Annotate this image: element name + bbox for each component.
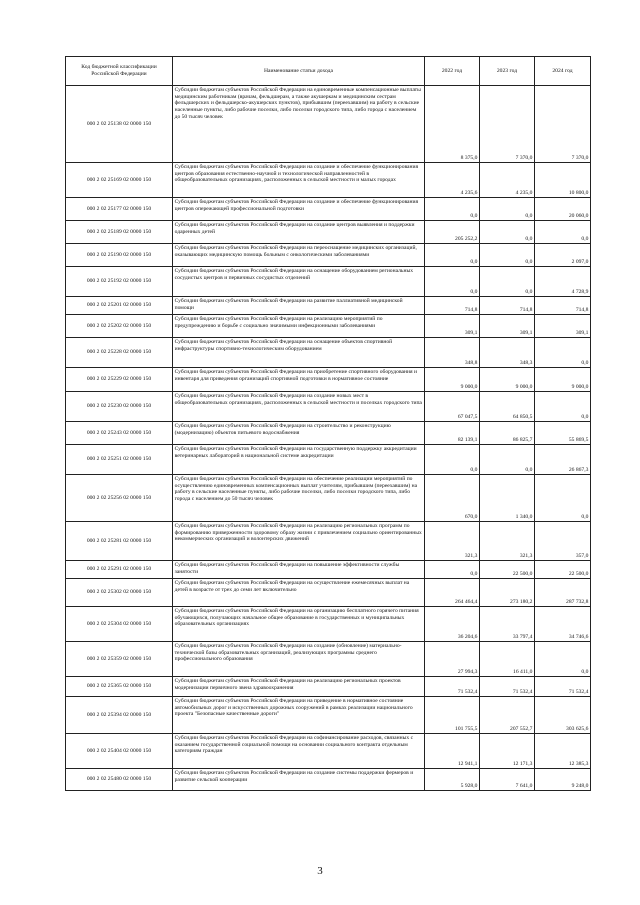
table-row bbox=[66, 368, 591, 392]
table-row bbox=[66, 198, 591, 221]
table-row bbox=[66, 315, 591, 338]
budget-code-cell: 000 2 02 25243 02 0000 150 bbox=[66, 422, 173, 445]
income-name-cell: Субсидии бюджетам субъектов Российской Федерации на реализацию региональных проектов модернизации первичного звена здравоохранения bbox=[173, 677, 425, 697]
income-name-cell: Субсидии бюджетам субъектов Российской Федерации на создание и обеспечение функционирования центров образования естественно-научной и технологической направленностей в общеобразовательных организациях, расположенных в сельской местности и малых городах bbox=[173, 163, 425, 198]
income-name-cell: Субсидии бюджетам субъектов Российской Федерации на создание центров выявления и поддержки одаренных детей bbox=[173, 221, 425, 244]
value-2023-cell: 309,1 bbox=[480, 315, 535, 338]
income-name-cell: Субсидии бюджетам субъектов Российской Федерации на создание (обновление) материально-технической базы образовательных организаций, реализующих программы среднего профессионального образования bbox=[173, 642, 425, 677]
value-2024-cell: 34 746,6 bbox=[535, 607, 591, 642]
page-number: 3 bbox=[317, 865, 323, 877]
value-2022-cell: 0,0 bbox=[425, 445, 480, 475]
table-header-row bbox=[66, 57, 591, 86]
value-2024-cell: 20 060,0 bbox=[535, 198, 591, 221]
income-name-cell: Субсидии бюджетам субъектов Российской Федерации на создание системы поддержки фермеров и развитие сельской кооперации bbox=[173, 769, 425, 791]
table-row bbox=[66, 221, 591, 244]
value-2023-cell: 64 850,5 bbox=[480, 392, 535, 422]
value-2022-cell: 205 252,2 bbox=[425, 221, 480, 244]
table-body bbox=[66, 86, 591, 791]
value-2023-cell: 22 500,0 bbox=[480, 561, 535, 579]
value-2024-cell: 0,0 bbox=[535, 475, 591, 522]
value-2022-cell: 4 235,6 bbox=[425, 163, 480, 198]
value-2022-cell: 0,0 bbox=[425, 244, 480, 267]
budget-code-cell: 000 2 02 25229 02 0000 150 bbox=[66, 368, 173, 392]
income-name-cell: Субсидии бюджетам субъектов Российской Федерации на оснащение оборудованием региональных сосудистых центров и первичных сосудистых отделений bbox=[173, 267, 425, 297]
table-row bbox=[66, 163, 591, 198]
budget-code-cell: 000 2 02 25228 02 0000 150 bbox=[66, 338, 173, 368]
value-2024-cell: 71 532,4 bbox=[535, 677, 591, 697]
value-2022-cell: 714,8 bbox=[425, 297, 480, 315]
budget-code-cell: 000 2 02 25304 02 0000 150 bbox=[66, 607, 173, 642]
value-2024-cell: 714,8 bbox=[535, 297, 591, 315]
income-name-cell: Субсидии бюджетам субъектов Российской Федерации на переоснащение медицинских организаций, оказывающих медицинскую помощь больным с онкологическими заболеваниями bbox=[173, 244, 425, 267]
income-name-cell: Субсидии бюджетам субъектов Российской Федерации на осуществление ежемесячных выплат на детей в возрасте от трех до семи лет включительно bbox=[173, 579, 425, 607]
budget-code-cell: 000 2 02 25192 02 0000 150 bbox=[66, 267, 173, 297]
value-2023-cell: 7 641,0 bbox=[480, 769, 535, 791]
value-2024-cell: 9 248,0 bbox=[535, 769, 591, 791]
value-2024-cell: 0,0 bbox=[535, 642, 591, 677]
value-2024-cell: 0,0 bbox=[535, 338, 591, 368]
value-2024-cell: 309,1 bbox=[535, 315, 591, 338]
table-row bbox=[66, 86, 591, 163]
income-name-cell: Субсидии бюджетам субъектов Российской Федерации на повышение эффективности службы занятости bbox=[173, 561, 425, 579]
value-2022-cell: 82 139,1 bbox=[425, 422, 480, 445]
value-2023-cell: 0,0 bbox=[480, 244, 535, 267]
value-2023-cell: 16 411,0 bbox=[480, 642, 535, 677]
budget-code-cell: 000 2 02 25291 02 0000 150 bbox=[66, 561, 173, 579]
budget-code-cell: 000 2 02 25190 02 0000 150 bbox=[66, 244, 173, 267]
income-name-cell: Субсидии бюджетам субъектов Российской Федерации на создание новых мест в общеобразовательных организациях, расположенных в сельской местности и поселках городского типа bbox=[173, 392, 425, 422]
income-name-cell: Субсидии бюджетам субъектов Российской Федерации на обеспечение реализации мероприятий по осуществлению единовременных компенсационных выплат учителям, прибывшим (переехавшим) на работу в сельские населенные пункты, либо рабочие поселки, либо поселки городского типа, либо города с населением до 50 тысяч человек bbox=[173, 475, 425, 522]
value-2024-cell: 0,0 bbox=[535, 221, 591, 244]
value-2022-cell: 12 941,1 bbox=[425, 734, 480, 769]
table-row bbox=[66, 734, 591, 769]
value-2023-cell: 0,0 bbox=[480, 221, 535, 244]
value-2024-cell: 2 097,0 bbox=[535, 244, 591, 267]
table-row bbox=[66, 697, 591, 734]
income-name-cell: Субсидии бюджетам субъектов Российской Федерации на приобретение спортивного оборудования и инвентаря для приведения организаций спортивной подготовки в нормативное состояние bbox=[173, 368, 425, 392]
value-2022-cell: 9 000,0 bbox=[425, 368, 480, 392]
value-2022-cell: 27 994,3 bbox=[425, 642, 480, 677]
value-2022-cell: 264 464,4 bbox=[425, 579, 480, 607]
value-2024-cell: 12 385,3 bbox=[535, 734, 591, 769]
table-row bbox=[66, 422, 591, 445]
value-2024-cell: 0,0 bbox=[535, 392, 591, 422]
income-name-cell: Субсидии бюджетам субъектов Российской Федерации на государственную поддержку аккредитации ветеринарных лабораторий в национальной системе аккредитации bbox=[173, 445, 425, 475]
income-name-cell: Субсидии бюджетам субъектов Российской Федерации на единовременные компенсационные выплаты медицинским работникам (врачам, фельдшерам, а также акушеркам и медицинским сестрам фельдшерских и фельдшерско-акушерских пунктов), прибывшим (переехавшим) на работу в сельские населенные пункты, либо рабочие поселки, либо поселки городского типа, либо города с населением до 50 тысяч человек bbox=[173, 86, 425, 163]
header-code: Код бюджетной классификации Российской Федерации bbox=[66, 57, 173, 86]
header-2023: 2023 год bbox=[480, 57, 535, 86]
value-2024-cell: 303 625,6 bbox=[535, 697, 591, 734]
value-2023-cell: 7 370,0 bbox=[480, 86, 535, 163]
header-2024: 2024 год bbox=[535, 57, 591, 86]
value-2022-cell: 8 375,0 bbox=[425, 86, 480, 163]
income-name-cell: Субсидии бюджетам субъектов Российской Федерации на оснащение объектов спортивной инфраструктуры спортивно-технологическим оборудованием bbox=[173, 338, 425, 368]
value-2022-cell: 309,1 bbox=[425, 315, 480, 338]
budget-code-cell: 000 2 02 25189 02 0000 150 bbox=[66, 221, 173, 244]
table-row bbox=[66, 392, 591, 422]
budget-code-cell: 000 2 02 25394 02 0000 150 bbox=[66, 697, 173, 734]
income-table bbox=[65, 56, 591, 791]
budget-code-cell: 000 2 02 25281 02 0000 150 bbox=[66, 522, 173, 561]
value-2024-cell: 55 869,5 bbox=[535, 422, 591, 445]
budget-code-cell: 000 2 02 25302 02 0000 150 bbox=[66, 579, 173, 607]
value-2023-cell: 321,3 bbox=[480, 522, 535, 561]
table-row bbox=[66, 297, 591, 315]
value-2022-cell: 0,0 bbox=[425, 198, 480, 221]
budget-code-cell: 000 2 02 25202 02 0000 150 bbox=[66, 315, 173, 338]
value-2023-cell: 273 180,2 bbox=[480, 579, 535, 607]
income-name-cell: Субсидии бюджетам субъектов Российской Федерации на развитие паллиативной медицинской помощи bbox=[173, 297, 425, 315]
table-row bbox=[66, 338, 591, 368]
value-2022-cell: 5 928,0 bbox=[425, 769, 480, 791]
income-name-cell: Субсидии бюджетам субъектов Российской Федерации на строительство и реконструкцию (модернизацию) объектов питьевого водоснабжения bbox=[173, 422, 425, 445]
budget-code-cell: 000 2 02 25365 02 0000 150 bbox=[66, 677, 173, 697]
value-2022-cell: 0,0 bbox=[425, 267, 480, 297]
budget-code-cell: 000 2 02 25256 02 0000 150 bbox=[66, 475, 173, 522]
value-2023-cell: 9 000,0 bbox=[480, 368, 535, 392]
value-2024-cell: 4 728,9 bbox=[535, 267, 591, 297]
income-name-cell: Субсидии бюджетам субъектов Российской Федерации на приведение в нормативное состояние автомобильных дорог и искусственных дорожных сооружений в рамках реализации национального проекта "Безопасные качественные дороги" bbox=[173, 697, 425, 734]
value-2023-cell: 0,0 bbox=[480, 267, 535, 297]
value-2022-cell: 101 755,5 bbox=[425, 697, 480, 734]
value-2023-cell: 348,3 bbox=[480, 338, 535, 368]
value-2023-cell: 0,0 bbox=[480, 445, 535, 475]
income-name-cell: Субсидии бюджетам субъектов Российской Федерации на софинансирование расходов, связанных с оказанием государственной социальной помощи на основании социального контракта отдельным категориям граждан bbox=[173, 734, 425, 769]
value-2023-cell: 33 797,4 bbox=[480, 607, 535, 642]
table-row bbox=[66, 244, 591, 267]
income-name-cell: Субсидии бюджетам субъектов Российской Федерации на реализацию мероприятий по предупреждению и борьбе с социально значимыми инфекционными заболеваниями bbox=[173, 315, 425, 338]
value-2022-cell: 348,8 bbox=[425, 338, 480, 368]
value-2023-cell: 86 825,7 bbox=[480, 422, 535, 445]
income-name-cell: Субсидии бюджетам субъектов Российской Федерации на создание и обеспечение функционирования центров опережающей профессиональной подготовки bbox=[173, 198, 425, 221]
value-2024-cell: 26 867,3 bbox=[535, 445, 591, 475]
budget-code-cell: 000 2 02 25251 02 0000 150 bbox=[66, 445, 173, 475]
table-row bbox=[66, 561, 591, 579]
table-row bbox=[66, 522, 591, 561]
budget-code-cell: 000 2 02 25177 02 0000 150 bbox=[66, 198, 173, 221]
value-2023-cell: 4 235,0 bbox=[480, 163, 535, 198]
value-2024-cell: 10 800,0 bbox=[535, 163, 591, 198]
budget-code-cell: 000 2 02 25138 02 0000 150 bbox=[66, 86, 173, 163]
value-2022-cell: 67 047,5 bbox=[425, 392, 480, 422]
header-2022: 2022 год bbox=[425, 57, 480, 86]
value-2022-cell: 0,0 bbox=[425, 561, 480, 579]
value-2022-cell: 71 532,4 bbox=[425, 677, 480, 697]
budget-code-cell: 000 2 02 25404 02 0000 150 bbox=[66, 734, 173, 769]
income-name-cell: Субсидии бюджетам субъектов Российской Федерации на организацию бесплатного горячего питания обучающихся, получающих начальное общее образование в государственных и муниципальных образовательных организациях bbox=[173, 607, 425, 642]
budget-code-cell: 000 2 02 25359 02 0000 150 bbox=[66, 642, 173, 677]
value-2023-cell: 1 340,0 bbox=[480, 475, 535, 522]
table-row bbox=[66, 607, 591, 642]
header-name: Наименование статьи дохода bbox=[173, 57, 425, 86]
value-2024-cell: 22 500,0 bbox=[535, 561, 591, 579]
value-2024-cell: 287 732,8 bbox=[535, 579, 591, 607]
value-2024-cell: 9 000,0 bbox=[535, 368, 591, 392]
value-2023-cell: 12 171,3 bbox=[480, 734, 535, 769]
value-2022-cell: 670,0 bbox=[425, 475, 480, 522]
value-2023-cell: 714,8 bbox=[480, 297, 535, 315]
value-2024-cell: 357,0 bbox=[535, 522, 591, 561]
budget-code-cell: 000 2 02 25230 02 0000 150 bbox=[66, 392, 173, 422]
budget-code-cell: 000 2 02 25480 02 0000 150 bbox=[66, 769, 173, 791]
table-row bbox=[66, 677, 591, 697]
value-2024-cell: 7 370,0 bbox=[535, 86, 591, 163]
table-row bbox=[66, 769, 591, 791]
table-row bbox=[66, 642, 591, 677]
table-row bbox=[66, 475, 591, 522]
budget-code-cell: 000 2 02 25169 02 0000 150 bbox=[66, 163, 173, 198]
income-name-cell: Субсидии бюджетам субъектов Российской Федерации на реализацию региональных программ по формированию приверженности здоровому образу жизни с привлечением социально ориентированных некоммерческих организаций и волонтерских движений bbox=[173, 522, 425, 561]
value-2023-cell: 71 532,4 bbox=[480, 677, 535, 697]
value-2023-cell: 0,0 bbox=[480, 198, 535, 221]
value-2022-cell: 321,3 bbox=[425, 522, 480, 561]
value-2022-cell: 36 204,6 bbox=[425, 607, 480, 642]
table-row bbox=[66, 267, 591, 297]
budget-code-cell: 000 2 02 25201 02 0000 150 bbox=[66, 297, 173, 315]
table-row bbox=[66, 445, 591, 475]
value-2023-cell: 207 552,7 bbox=[480, 697, 535, 734]
table-row bbox=[66, 579, 591, 607]
